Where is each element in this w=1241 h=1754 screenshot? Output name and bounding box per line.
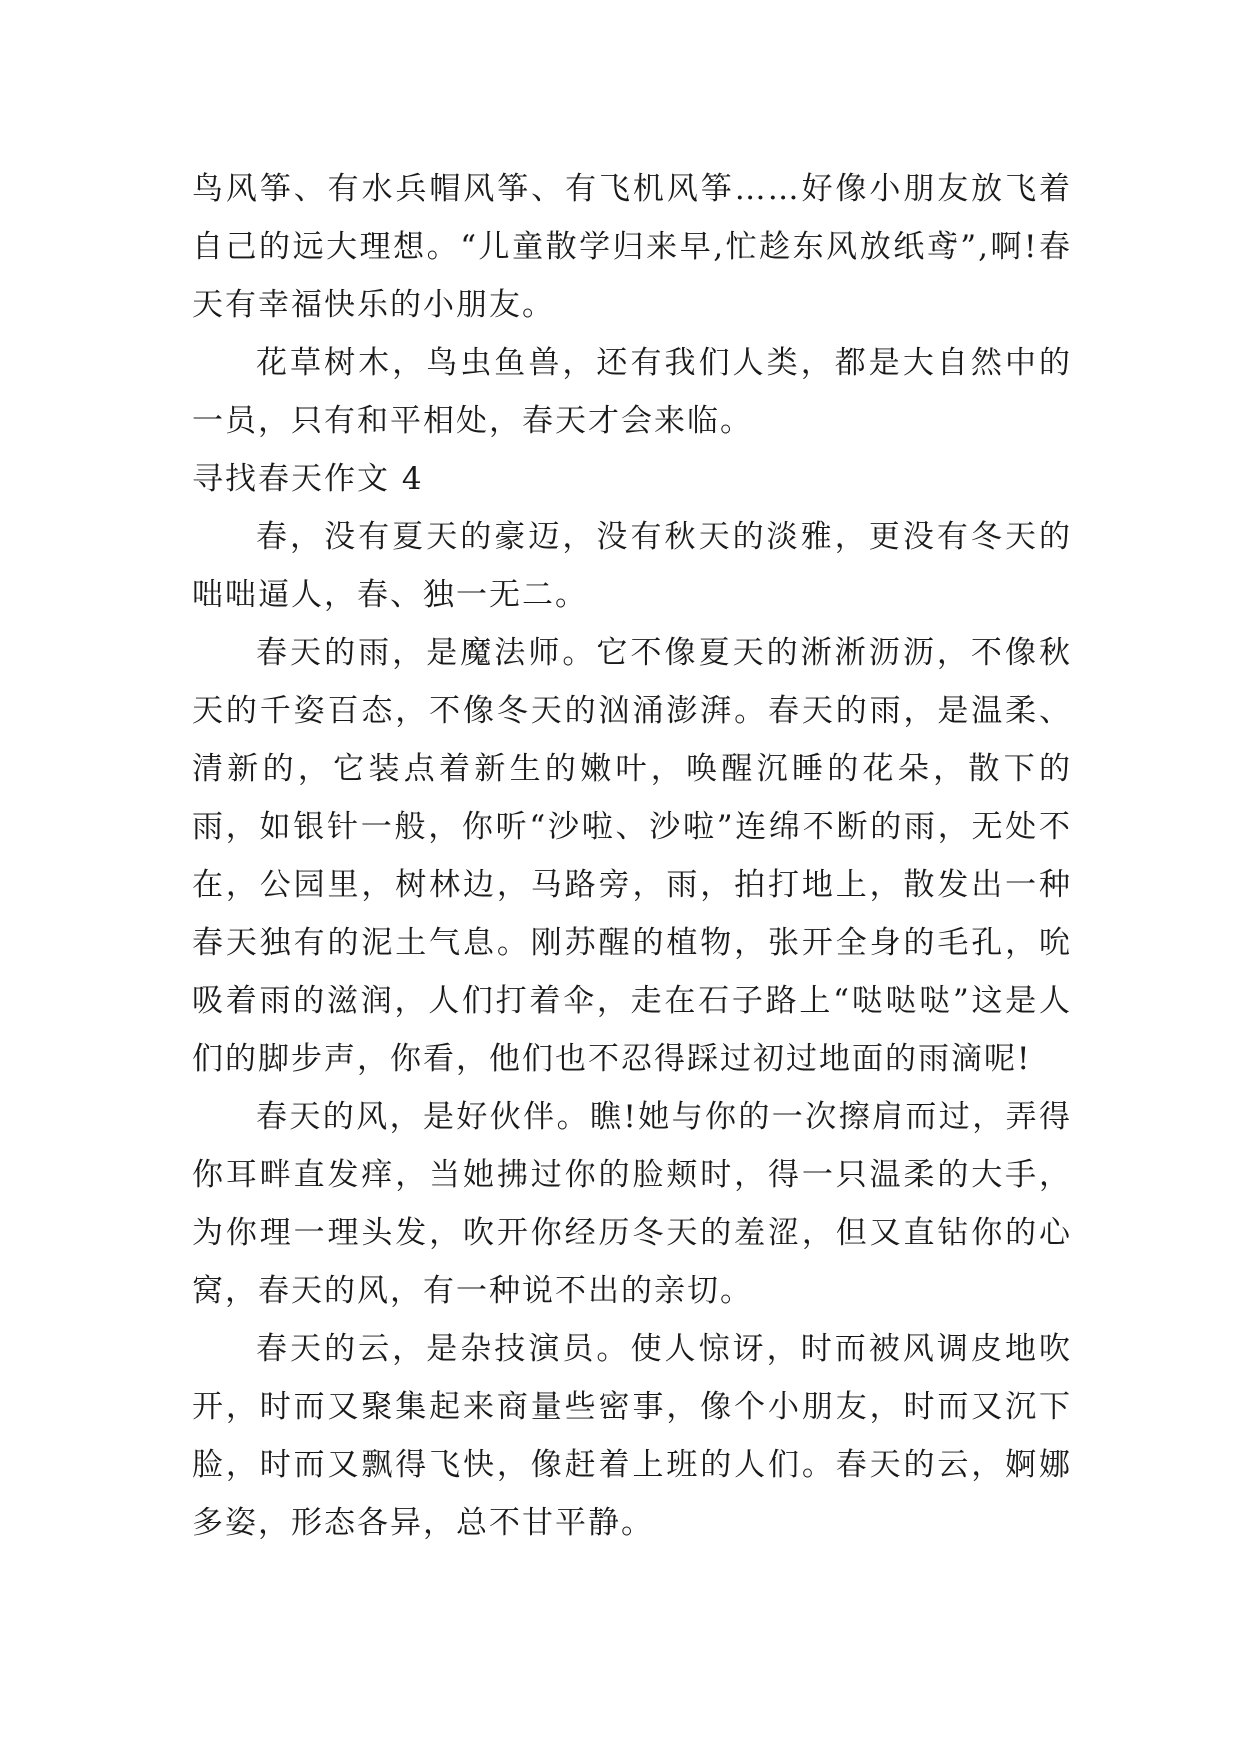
section-heading: 寻找春天作文 4 — [192, 461, 424, 497]
document-body — [192, 160, 1072, 1552]
paragraph-spring-wind: 春天的风，是好伙伴。瞧!她与你的一次擦肩而过，弄得你耳畔直发痒，当她拂过你的脸颊时，得一只温柔的大手，为你理一理头发，吹开你经历冬天的羞涩，但又直钻你的心窝，春天的风，有一种说不出的亲切。 — [192, 1099, 1072, 1309]
paragraph-kites: 鸟风筝、有水兵帽风筝、有飞机风筝……好像小朋友放飞着自己的远大理想。“儿童散学归来早,忙趁东风放纸鸢”,啊!春天有幸福快乐的小朋友。 — [192, 171, 1072, 323]
paragraph-harmony: 花草树木，鸟虫鱼兽，还有我们人类，都是大自然中的一员，只有和平相处，春天才会来临。 — [192, 345, 1072, 439]
paragraph-spring-rain: 春天的雨，是魔法师。它不像夏天的淅淅沥沥，不像秋天的千姿百态，不像冬天的汹涌澎湃。春天的雨，是温柔、清新的，它装点着新生的嫩叶，唤醒沉睡的花朵，散下的雨，如银针一般，你听“沙啦、沙啦”连绵不断的雨，无处不在，公园里，树林边，马路旁，雨，拍打地上，散发出一种春天独有的泥土气息。刚苏醒的植物，张开全身的毛孔，吮吸着雨的滋润，人们打着伞，走在石子路上“哒哒哒”这是人们的脚步声，你看，他们也不忍得踩过初过地面的雨滴呢! — [192, 635, 1072, 1077]
paragraph-spring-clouds: 春天的云，是杂技演员。使人惊讶，时而被风调皮地吹开，时而又聚集起来商量些密事，像个小朋友，时而又沉下脸，时而又飘得飞快，像赶着上班的人们。春天的云，婀娜多姿，形态各异，总不甘平静。 — [192, 1331, 1072, 1541]
paragraph-spring-intro: 春，没有夏天的豪迈，没有秋天的淡雅，更没有冬天的咄咄逼人，春、独一无二。 — [192, 519, 1072, 613]
